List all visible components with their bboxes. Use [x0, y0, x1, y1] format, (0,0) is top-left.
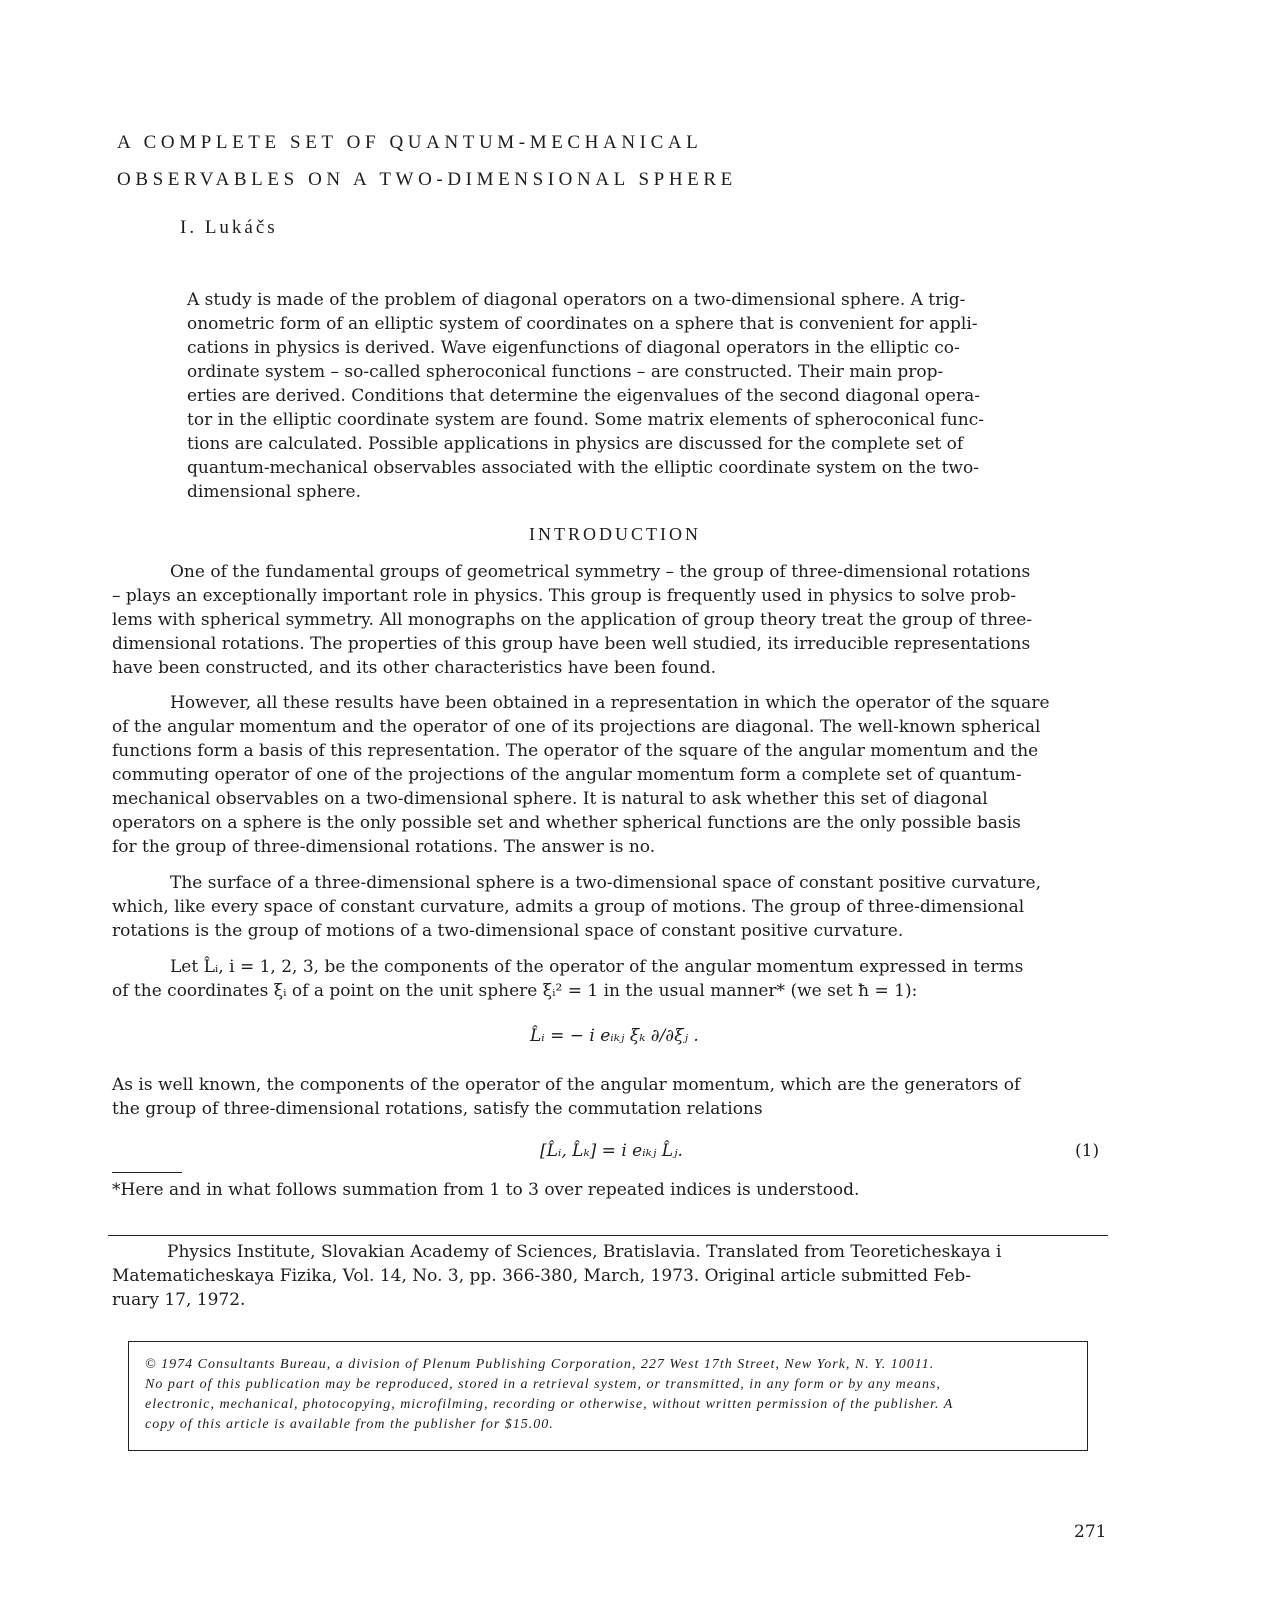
paragraph-line: dimensional rotations. The properties of this group have been well studied, its irreducible representations [112, 634, 1031, 654]
abstract [187, 288, 1057, 504]
paragraph-line: functions form a basis of this representation. The operator of the square of the angular momentum and the [112, 741, 1039, 761]
paragraph-line: which, like every space of constant curvature, admits a group of motions. The group of three-dimensional [112, 897, 1025, 917]
paragraph-line: have been constructed, and its other characteristics have been found. [112, 658, 717, 678]
paragraph-line: – plays an exceptionally important role in physics. This group is frequently used in physics to solve prob- [112, 586, 1017, 606]
paragraph-line: of the angular momentum and the operator of one of its projections are diagonal. The well-known spherical [112, 717, 1041, 737]
footnote-divider [112, 1172, 182, 1173]
paragraph-line: lems with spherical symmetry. All monographs on the application of group theory treat the group of three- [112, 610, 1033, 630]
abstract-line: ordinate system – so-called spheroconical functions – are constructed. Their main prop- [187, 362, 944, 382]
paragraph-line: commuting operator of one of the projections of the angular momentum form a complete set of quantum- [112, 765, 1022, 785]
paragraph-2 [112, 691, 1122, 859]
abstract-line: onometric form of an elliptic system of coordinates on a sphere that is convenient for appli- [187, 314, 978, 334]
paragraph-line: the group of three-dimensional rotations, satisfy the commutation relations [112, 1099, 763, 1119]
equation-number: (1) [1075, 1141, 1100, 1161]
paragraph-line: mechanical observables on a two-dimensional sphere. It is natural to ask whether this set of diagonal [112, 789, 988, 809]
section-heading-introduction: INTRODUCTION [529, 524, 701, 544]
paragraph-line: The surface of a three-dimensional sphere is a two-dimensional space of constant positive curvature, [170, 873, 1041, 893]
paragraph-3 [112, 871, 1122, 943]
abstract-line: quantum-mechanical observables associated with the elliptic coordinate system on the two- [187, 458, 979, 478]
copyright-line: copy of this article is available from the publisher for $15.00. [145, 1417, 554, 1432]
title-line-1: A COMPLETE SET OF QUANTUM-MECHANICAL [117, 132, 703, 153]
title-line-2: OBSERVABLES ON A TWO-DIMENSIONAL SPHERE [117, 169, 737, 190]
paragraph-line: One of the fundamental groups of geometrical symmetry – the group of three-dimensional rotations [170, 562, 1031, 582]
author: I. Lukáčs [180, 217, 278, 238]
affiliation-divider [108, 1235, 1108, 1236]
copyright-line: © 1974 Consultants Bureau, a division of Plenum Publishing Corporation, 227 West 17th Street, New York, N. Y. 10011. [145, 1357, 935, 1372]
abstract-line: erties are derived. Conditions that determine the eigenvalues of the second diagonal opera- [187, 386, 980, 406]
page-number: 271 [1074, 1522, 1107, 1542]
copyright-notice [145, 1355, 1085, 1435]
abstract-line: dimensional sphere. [187, 482, 361, 502]
paragraph-line: operators on a sphere is the only possible set and whether spherical functions are the only possible basis [112, 813, 1021, 833]
abstract-line: tor in the elliptic coordinate system are found. Some matrix elements of spheroconical func- [187, 410, 984, 430]
paragraph-4 [112, 955, 1122, 1003]
paragraph-line: However, all these results have been obtained in a representation in which the operator of the square [170, 693, 1050, 713]
copyright-line: electronic, mechanical, photocopying, microfilming, recording or otherwise, without written permission of the publisher. A [145, 1397, 954, 1412]
equation-commutation-relations: [L̂ᵢ, L̂ₖ] = i eᵢₖⱼ L̂ⱼ. [540, 1141, 683, 1161]
footnote: *Here and in what follows summation from 1 to 3 over repeated indices is understood. [112, 1180, 860, 1200]
paragraph-1 [112, 560, 1122, 680]
affiliation [112, 1240, 1112, 1312]
copyright-line: No part of this publication may be reproduced, stored in a retrieval system, or transmitted, in any form or by any means, [145, 1377, 941, 1392]
paragraph-line: As is well known, the components of the operator of the angular momentum, which are the generators of [112, 1075, 1021, 1095]
affiliation-line: Physics Institute, Slovakian Academy of Sciences, Bratislavia. Translated from Teoreticheskaya i [167, 1242, 1002, 1262]
abstract-line: tions are calculated. Possible applications in physics are discussed for the complete set of [187, 434, 964, 454]
paragraph-line: Let L̂ᵢ, i = 1, 2, 3, be the components of the operator of the angular momentum expressed in terms [170, 957, 1024, 977]
affiliation-line: ruary 17, 1972. [112, 1290, 246, 1310]
abstract-line: cations in physics is derived. Wave eigenfunctions of diagonal operators in the elliptic co- [187, 338, 960, 358]
paragraph-line: rotations is the group of motions of a two-dimensional space of constant positive curvature. [112, 921, 904, 941]
paragraph-5 [112, 1073, 1122, 1121]
abstract-line: A study is made of the problem of diagonal operators on a two-dimensional sphere. A trig- [187, 290, 966, 310]
paragraph-line: of the coordinates ξᵢ of a point on the unit sphere ξᵢ² = 1 in the usual manner* (we set ħ = 1): [112, 981, 918, 1001]
paragraph-line: for the group of three-dimensional rotations. The answer is no. [112, 837, 656, 857]
affiliation-line: Matematicheskaya Fizika, Vol. 14, No. 3, pp. 366-380, March, 1973. Original article submitted Feb- [112, 1266, 971, 1286]
equation-angular-momentum: L̂ᵢ = − i eᵢₖⱼ ξₖ ∂/∂ξⱼ . [530, 1026, 699, 1046]
